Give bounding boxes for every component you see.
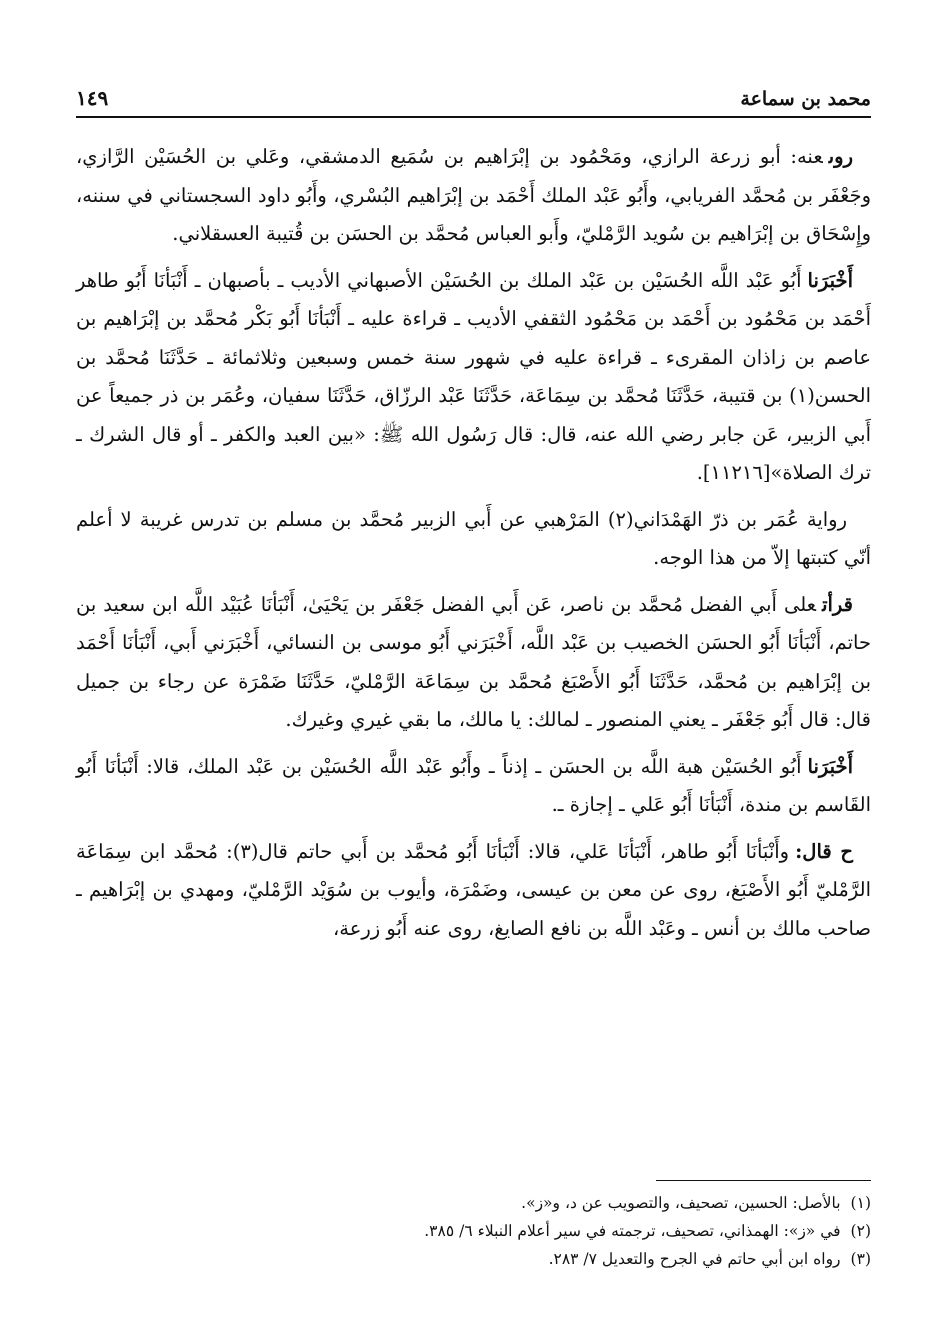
footnotes	[76, 1180, 871, 1273]
paragraph	[76, 138, 871, 254]
paragraph	[76, 586, 871, 740]
paragraph-lead: أَخْبَرَنا	[807, 268, 853, 292]
paragraph-lead: روى	[828, 145, 853, 168]
paragraph-text: على أَبي الفضل مُحمَّد بن ناصر، عَن أَبي الفضل جَعْفَر بن يَحْيَىٰ، أَنْبَأنَا عُبَيْد اللَّه ابن سعيد بن حاتم، أَنْبَأنَا أَبُو الحسَن الخصيب بن عَبْد اللَّه، أَخْبَرَني أَبُو موسى بن النسائي، أَخْبَرَني أَبي، أَنْبَأنَا أَحْمَد بن إبْرَاهيم بن مُحمَّد، حَدَّثَنَا أَبُو الأَصْبَغ مُحمَّد بن سِمَاعَة الرَّمْليّ، حَدَّثَنَا ضَمْرَة عن رجاء بن جميل قال: قال أَبُو جَعْفَر ـ يعني المنصور ـ لمالك: يا مالك، ما بقي غيري وغيرك.	[76, 592, 871, 731]
footnote	[76, 1189, 871, 1217]
page	[76, 70, 871, 956]
paragraph-lead: ح قال:	[795, 839, 853, 863]
paragraph-lead: أَخْبَرَنا	[807, 754, 853, 778]
running-title: محمد بن سماعة	[740, 88, 871, 110]
footnote-number: (٢)	[850, 1222, 871, 1240]
paragraph	[76, 833, 871, 949]
paragraph-lead: قرأت	[822, 592, 853, 616]
footnote-number: (١)	[850, 1194, 871, 1212]
paragraph-text: أَبُو عَبْد اللَّه الحُسَيْن بن عَبْد الملك بن الحُسَيْن الأصبهاني الأديب ـ بأصبهان ـ أَنْبَأنَا أَبُو طاهر أَحْمَد بن مَحْمُود بن أَحْمَد بن مَحْمُود الثقفي الأديب ـ قراءة عليه ـ أَنْبَأنَا أَبُو بَكْر مُحمَّد بن إبْرَاهيم بن عاصم بن زاذان المقرىء ـ قراءة عليه في شهور سنة خمس وسبعين وثلاثمائة ـ حَدَّثَنَا مُحمَّد بن الحسن(١) بن قتيبة، حَدَّثَنَا مُحمَّد بن سِمَاعَة، حَدَّثَنَا عَبْد الرزّاق، حَدَّثَنَا سفيان، وعُمَر بن ذر جميعاً عن أَبي الزبير، عَن جابر رضي الله عنه، قال: قال رَسُول الله ﷺ: «بين العبد والكفر ـ أو قال الشرك ـ ترك الصلاة»[١١٢١٦].	[76, 268, 871, 484]
paragraph	[76, 748, 871, 825]
paragraph-text: وأَنْبَأنَا أَبُو طاهر، أَنْبَأنَا عَلي، قالا: أَنْبَأنَا أَبُو مُحمَّد بن أَبي حاتم قال(٣): مُحمَّد ابن سِمَاعَة الرَّمْليّ أَبُو الأَصْبَغ، روى عن معن بن عيسى، وضَمْرَة، وأيوب بن سُوَيْد الرَّمْليّ، ومهدي بن إبْرَاهيم ـ صاحب مالك بن أنس ـ وعَبْد اللَّه بن نافع الصايغ، روى عنه أَبُو زرعة،	[76, 839, 871, 940]
footnote-number: (٣)	[850, 1250, 871, 1268]
paragraph	[76, 501, 871, 578]
footnote	[76, 1217, 871, 1245]
footnote-divider	[656, 1180, 871, 1181]
paragraph	[76, 262, 871, 493]
page-header	[76, 70, 871, 118]
footnote-text: بالأصل: الحسين، تصحيف، والتصويب عن د، و«ز».	[521, 1194, 841, 1212]
page-number: ١٤٩	[76, 86, 109, 110]
footnote-text: رواه ابن أبي حاتم في الجرح والتعديل ٧/ ٢٨٣.	[548, 1250, 841, 1268]
paragraph-text: عنه: أبو زرعة الرازي، ومَحْمُود بن إبْرَاهيم بن سُمَيع الدمشقي، وعَلي بن الحُسَيْن الرَّازي، وجَعْفَر بن مُحمَّد الفريابي، وأَبُو عَبْد الملك أَحْمَد بن إبْرَاهيم البُسْري، وأَبُو داود السجستاني في سننه، وإِسْحَاق بن إبْرَاهيم بن سُويد الرَّمْليّ، وأَبو العباس مُحمَّد بن الحسَن بن قُتيبة العسقلاني.	[76, 145, 871, 245]
paragraph-text: رواية عُمَر بن ذرّ الهَمْدَاني(٢) المَرْهبي عن أَبي الزبير مُحمَّد بن مسلم بن تدرس غريبة لا أعلم أنّي كتبتها إلاّ من هذا الوجه.	[76, 507, 871, 569]
footnote	[76, 1245, 871, 1273]
footnote-text: في «ز»: الهمذاني، تصحيف، ترجمته في سير أعلام النبلاء ٦/ ٣٨٥.	[424, 1222, 841, 1240]
body-text	[76, 138, 871, 948]
paragraph-text: أَبُو الحُسَيْن هبة اللَّه بن الحسَن ـ إذناً ـ وأَبُو عَبْد اللَّه الحُسَيْن بن عَبْد الملك، قالا: أَنْبَأنَا أَبُو القَاسم بن مندة، أَنْبَأنَا أَبُو عَلي ـ إجازة ـ.	[76, 754, 871, 816]
